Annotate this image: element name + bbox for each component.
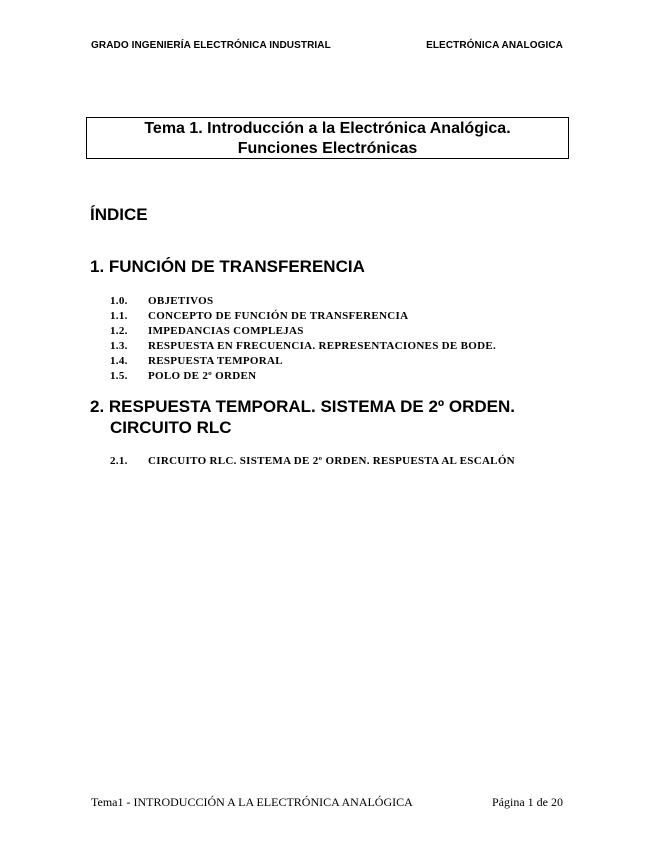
- toc-label: CIRCUITO RLC. SISTEMA DE 2º ORDEN. RESPUESTA AL ESCALÓN: [148, 455, 515, 467]
- toc-item-1-1[interactable]: [110, 309, 496, 324]
- running-header-left: GRADO INGENIERÍA ELECTRÓNICA INDUSTRIAL: [91, 40, 331, 51]
- toc-number: 1.4.: [110, 355, 128, 367]
- toc-label: RESPUESTA EN FRECUENCIA. REPRESENTACIONES DE BODE.: [148, 340, 497, 352]
- toc-item-1-0[interactable]: [110, 294, 496, 309]
- title-line-1: Tema 1. Introducción a la Electrónica Analógica.: [144, 120, 511, 137]
- section-2-heading-line-2: CIRCUITO RLC: [110, 418, 232, 437]
- running-header-right: ELECTRÓNICA ANALOGICA: [426, 40, 563, 51]
- toc-number: 1.1.: [110, 310, 128, 322]
- toc-label: CONCEPTO DE FUNCIÓN DE TRANSFERENCIA: [148, 310, 409, 322]
- toc-label: POLO DE 2º ORDEN: [148, 370, 257, 382]
- toc-item-1-3[interactable]: [110, 339, 496, 354]
- section-1-toc: [110, 294, 496, 384]
- section-1-heading-text: 1. FUNCIÓN DE TRANSFERENCIA: [90, 257, 365, 276]
- section-2-heading-line-1: 2. RESPUESTA TEMPORAL. SISTEMA DE 2º ORDEN.: [90, 397, 515, 416]
- page-number: Página 1 de 20: [492, 795, 563, 809]
- toc-item-1-2[interactable]: [110, 324, 496, 339]
- document-title-box: [86, 117, 569, 159]
- toc-item-1-4[interactable]: [110, 354, 496, 369]
- toc-number: 1.2.: [110, 325, 128, 337]
- toc-label: OBJETIVOS: [148, 295, 214, 307]
- toc-item-2-1[interactable]: [110, 454, 515, 469]
- section-1-heading: [90, 256, 365, 277]
- running-footer-left: Tema1 - INTRODUCCIÓN A LA ELECTRÓNICA ANALÓGICA: [91, 795, 413, 809]
- section-2-toc: [110, 454, 515, 469]
- toc-number: 2.1.: [110, 455, 128, 467]
- toc-label: IMPEDANCIAS COMPLEJAS: [148, 325, 304, 337]
- toc-number: 1.3.: [110, 340, 128, 352]
- toc-number: 1.5.: [110, 370, 128, 382]
- toc-item-1-5[interactable]: [110, 369, 496, 384]
- section-2-heading: [90, 396, 515, 438]
- toc-number: 1.0.: [110, 295, 128, 307]
- index-heading: ÍNDICE: [90, 205, 148, 224]
- title-line-2: Funciones Electrónicas: [237, 140, 418, 157]
- toc-label: RESPUESTA TEMPORAL: [148, 355, 283, 367]
